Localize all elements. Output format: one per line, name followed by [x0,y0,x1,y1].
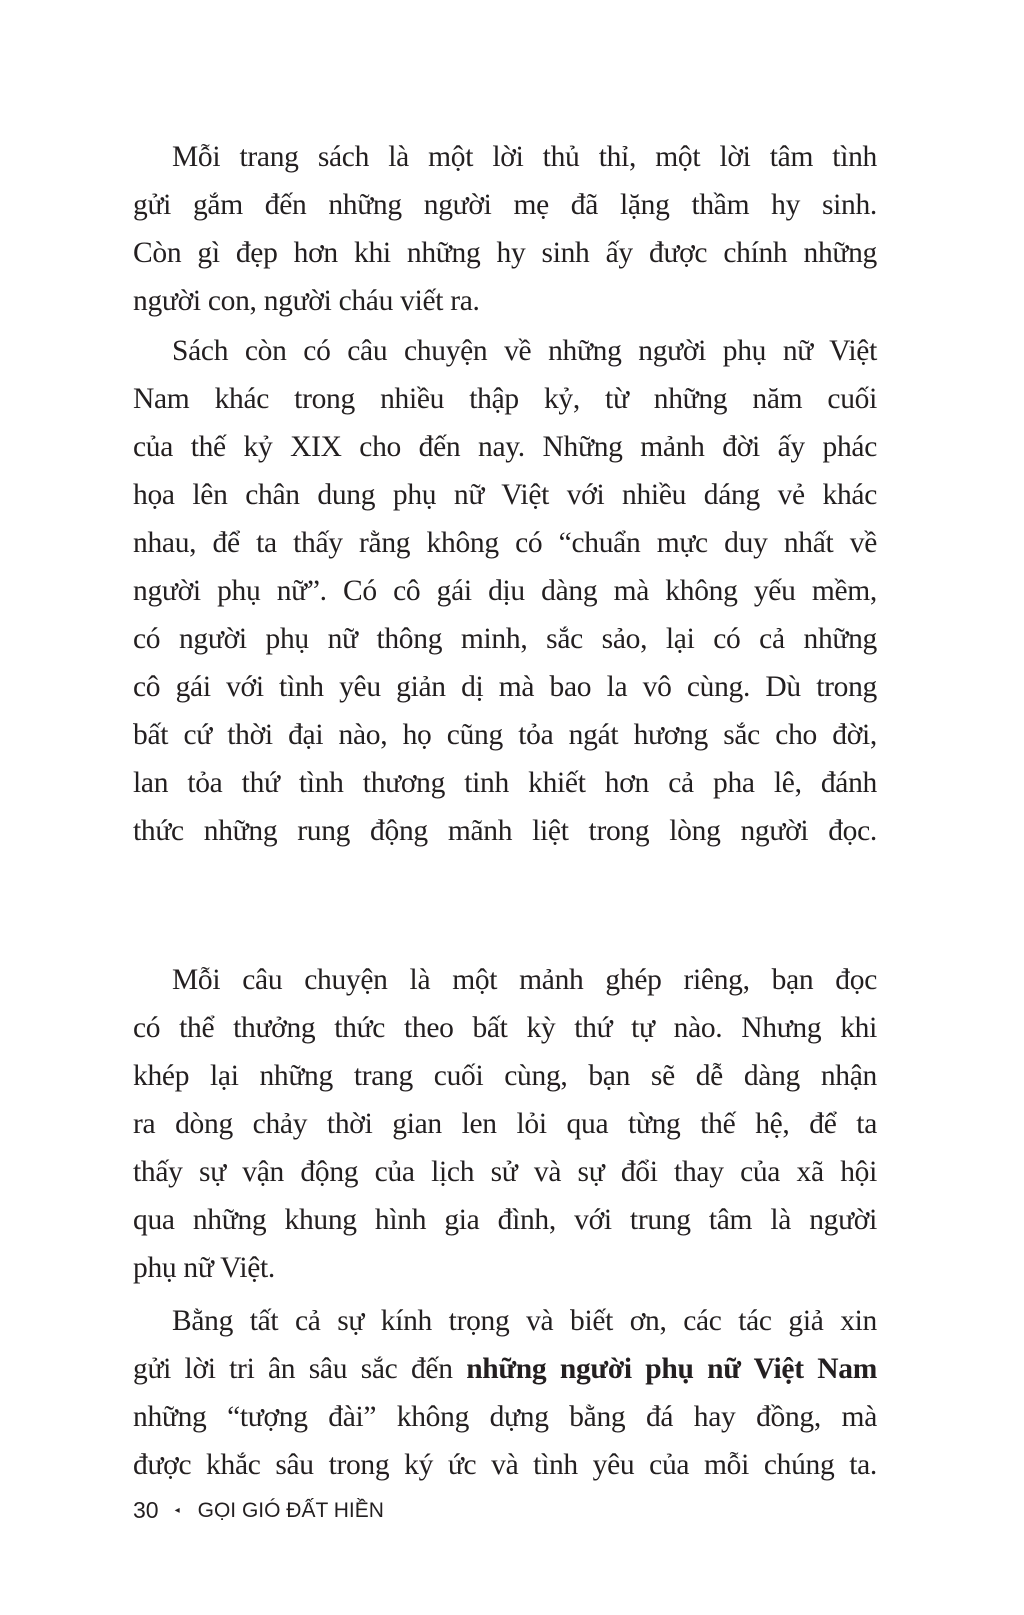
text-line: được khắc sâu trong ký ức và tình yêu của mỗi chúng ta. [133,1449,877,1481]
text-line: ra dòng chảy thời gian len lỏi qua từng thế hệ, để ta [133,1108,877,1140]
text-line: có người phụ nữ thông minh, sắc sảo, lại có cả những [133,623,877,655]
text-line: Bằng tất cả sự kính trọng và biết ơn, các tác giả xin [172,1305,877,1337]
text-line: qua những khung hình gia đình, với trung tâm là người [133,1204,877,1236]
text-line: nhau, để ta thấy rằng không có “chuẩn mực duy nhất về [133,527,877,559]
text-line: Nam khác trong nhiều thập kỷ, từ những năm cuối [133,383,877,415]
text-line: của thế kỷ XIX cho đến nay. Những mảnh đời ấy phác [133,431,877,463]
paragraph-1 [133,133,877,325]
text-line: có thể thưởng thức theo bất kỳ thứ tự nào. Nhưng khi [133,1012,877,1044]
text-line: Còn gì đẹp hơn khi những hy sinh ấy được chính những [133,237,877,269]
bold-text: những người phụ nữ Việt Nam [466,1353,877,1385]
text-line: bất cứ thời đại nào, họ cũng tỏa ngát hương sắc cho đời, [133,719,877,751]
page-number: 30 [133,1497,159,1523]
text-line: người phụ nữ”. Có cô gái dịu dàng mà không yếu mềm, [133,575,877,607]
text-segment: gửi lời tri ân sâu sắc đến [133,1353,467,1385]
text-line: người con, người cháu viết ra. [133,285,480,317]
paragraph-2 [133,327,877,855]
text-line [133,1345,877,1393]
text-line: những “tượng đài” không dựng bằng đá hay đồng, mà [133,1401,877,1433]
text-line: thấy sự vận động của lịch sử và sự đổi thay của xã hội [133,1156,877,1188]
paragraph-3 [133,956,877,1292]
text-line: thức những rung động mãnh liệt trong lòng người đọc. [133,815,877,847]
paragraph-4 [133,1297,877,1489]
page-footer [133,1497,384,1524]
text-line: khép lại những trang cuối cùng, bạn sẽ dễ dàng nhận [133,1060,877,1092]
text-line: Mỗi trang sách là một lời thủ thỉ, một lời tâm tình [172,141,877,173]
text-line: họa lên chân dung phụ nữ Việt với nhiều dáng vẻ khác [133,479,877,511]
text-line: gửi gắm đến những người mẹ đã lặng thầm hy sinh. [133,189,877,221]
triangle-left-icon: ◂ [174,1505,180,1516]
body-text [133,133,877,1489]
text-line: Mỗi câu chuyện là một mảnh ghép riêng, bạn đọc [172,964,877,996]
text-line: cô gái với tình yêu giản dị mà bao la vô cùng. Dù trong [133,671,877,703]
text-line: Sách còn có câu chuyện về những người phụ nữ Việt [172,335,877,367]
text-line: lan tỏa thứ tình thương tinh khiết hơn cả pha lê, đánh [133,767,877,799]
book-title: GỌI GIÓ ĐẤT HIỀN [197,1498,384,1522]
text-line: phụ nữ Việt. [133,1252,275,1284]
